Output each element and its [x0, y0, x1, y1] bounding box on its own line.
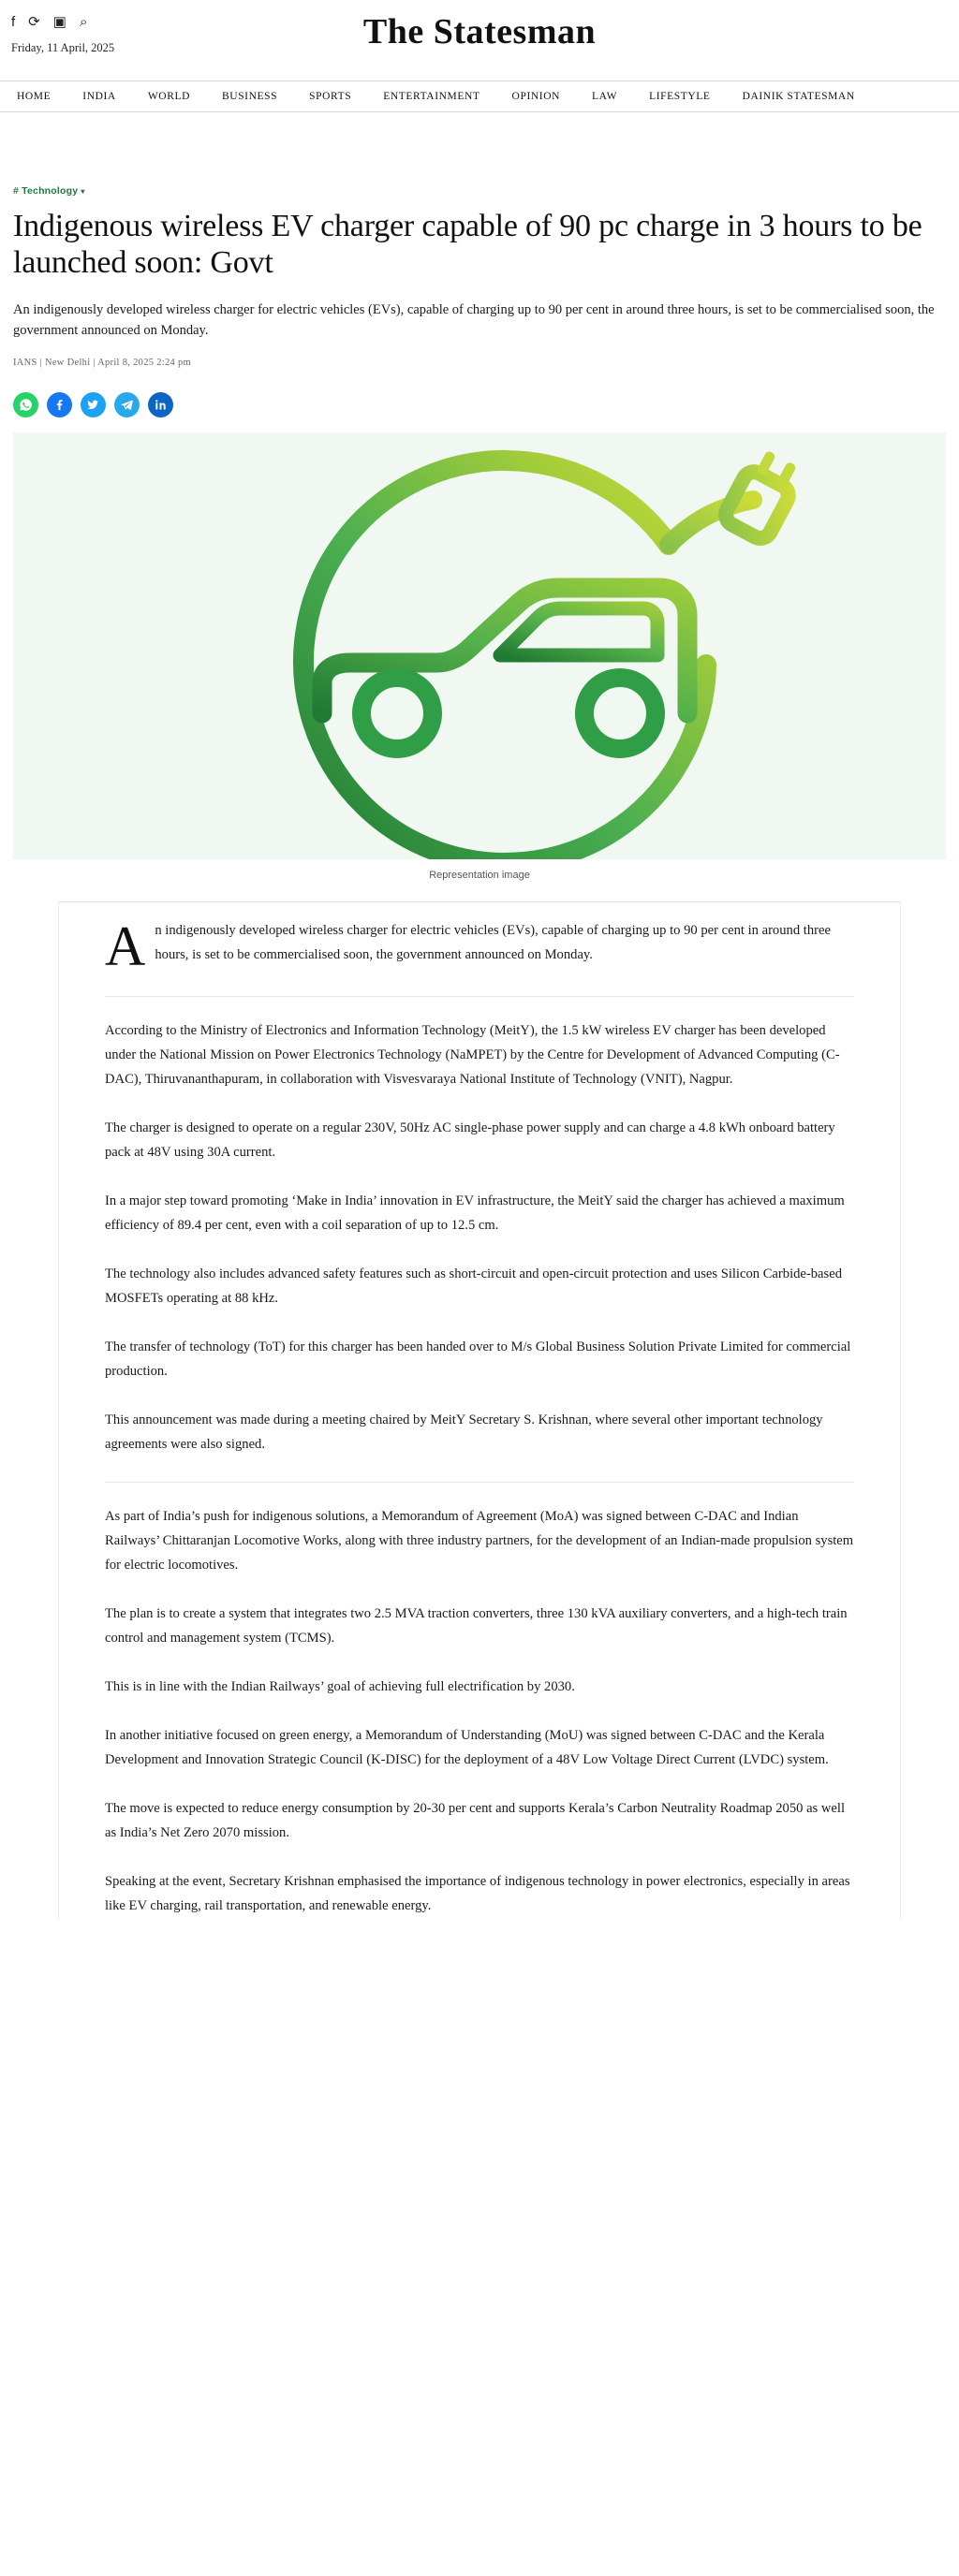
category-label: # Technology	[13, 185, 79, 197]
share-whatsapp-icon[interactable]	[13, 392, 38, 417]
article-paragraph: The move is expected to reduce energy consumption by 20-30 per cent and supports Kerala’s Carbon Neutrality Roadmap 2050 as well as India’s Net Zero 2070 mission.	[105, 1800, 846, 1840]
nav-item-entertainment[interactable]: ENTERTAINMENT	[383, 91, 480, 102]
article-paragraph: According to the Ministry of Electronics and Information Technology (MeitY), the 1.5 kW wireless EV charger has been developed under the National Mission on Power Electronics Technology (NaMPET) by the Centre for Development of Advanced Computing (C-DAC), Thiruvananthapuram, in collaboration with Visvesvaraya National Institute of Technology (VNIT), Nagpur.	[105, 1023, 840, 1088]
image-caption: Representation image	[429, 870, 530, 882]
share-telegram-icon[interactable]	[114, 392, 140, 417]
share-buttons	[13, 392, 946, 417]
top-bar	[0, 0, 959, 80]
nav-item-law[interactable]: LAW	[592, 91, 618, 102]
nav-item-lifestyle[interactable]: LIFESTYLE	[649, 91, 711, 102]
article-paragraph: In another initiative focused on green energy, a Memorandum of Understanding (MoU) was signed between C-DAC and the Kerala Development and Innovation Strategic Council (K-DISC) for the deployment of a 48V Low Voltage Direct Current (LVDC) system.	[105, 1727, 829, 1767]
article-hero-image	[13, 432, 946, 859]
article-paragraph: Speaking at the event, Secretary Krishnan emphasised the importance of indigenous technology in power electronics, especially in areas like EV charging, rail transportation, and renewable energy.	[105, 1873, 850, 1913]
article-paragraph: The technology also includes advanced safety features such as short-circuit and open-circuit protection and uses Silicon Carbide-based MOSFETs operating at 88 kHz.	[105, 1266, 842, 1307]
instagram-icon[interactable]: ▣	[52, 14, 66, 30]
article-paragraph: The plan is to create a system that integrates two 2.5 MVA traction converters, three 130 kVA auxiliary converters, and a high-tech train control and management system (TCMS).	[105, 1605, 848, 1646]
nav-item-india[interactable]: INDIA	[82, 91, 116, 102]
article-paragraph: As part of India’s push for indigenous solutions, a Memorandum of Agreement (MoA) was signed between C-DAC and Indian Railways’ Chittaranjan Locomotive Works, along with three industry partners, for the development of an Indian-made propulsion system for electric locomotives.	[105, 1508, 854, 1573]
share-facebook-icon[interactable]	[47, 392, 72, 417]
article	[0, 185, 959, 1919]
nav-item-opinion[interactable]: OPINION	[511, 91, 561, 102]
divider	[105, 1482, 854, 1483]
twitter-icon[interactable]: ⟳	[28, 14, 40, 30]
article-paragraph: This is in line with the Indian Railways’ goal of achieving full electrification by 2030.	[105, 1678, 575, 1694]
byline: IANS | New Delhi | April 8, 2025 2:24 pm	[13, 358, 192, 369]
chevron-down-icon: ▾	[81, 187, 85, 196]
page-title: Indigenous wireless EV charger capable of 90 pc charge in 3 hours to be launched soon: Govt	[13, 209, 922, 281]
nav-item-home[interactable]: HOME	[17, 91, 52, 102]
share-twitter-icon[interactable]	[81, 392, 106, 417]
article-standfirst: An indigenously developed wireless charger for electric vehicles (EVs), capable of charging up to 90 per cent in around three hours, is set to be commercialised soon, the government announced on Monday.	[13, 301, 935, 338]
category-kicker[interactable]	[13, 185, 946, 197]
nav-item-world[interactable]: WORLD	[147, 91, 191, 102]
facebook-icon[interactable]: f	[11, 14, 16, 30]
article-paragraph: The transfer of technology (ToT) for this charger has been handed over to M/s Global Business Solution Private Limited for commercial production.	[105, 1339, 851, 1379]
current-date: Friday, 11 April, 2025	[11, 41, 115, 54]
nav-item-business[interactable]: BUSINESS	[222, 91, 278, 102]
article-body	[58, 901, 901, 1918]
search-icon[interactable]: ⌕	[79, 14, 88, 30]
nav-item-sports[interactable]: SPORTS	[309, 91, 352, 102]
article-paragraph: In a major step toward promoting ‘Make in India’ innovation in EV infrastructure, the MeitY said the charger has achieved a maximum efficiency of 89.4 per cent, even with a coil separation of up to 12.5 cm.	[105, 1193, 845, 1234]
article-paragraph: An indigenously developed wireless charger for electric vehicles (EVs), capable of charging up to 90 per cent in around three hours, is set to be commercialised soon, the government announced on Monday.	[105, 915, 831, 978]
top-social-links	[11, 15, 87, 29]
article-paragraph: The charger is designed to operate on a regular 230V, 50Hz AC single-phase power supply and can charge a 4.8 kWh onboard battery pack at 48V using 30A current.	[105, 1120, 835, 1161]
masthead	[0, 0, 959, 52]
share-linkedin-icon[interactable]	[148, 392, 173, 417]
divider	[105, 996, 854, 997]
site-logo[interactable]: The Statesman	[362, 12, 597, 51]
main-navigation	[0, 80, 959, 112]
nav-item-dainik-statesman[interactable]: DAINIK STATESMAN	[742, 91, 855, 102]
article-paragraph: This announcement was made during a meeting chaired by MeitY Secretary S. Krishnan, where several other important technology agreements were also signed.	[105, 1412, 823, 1452]
